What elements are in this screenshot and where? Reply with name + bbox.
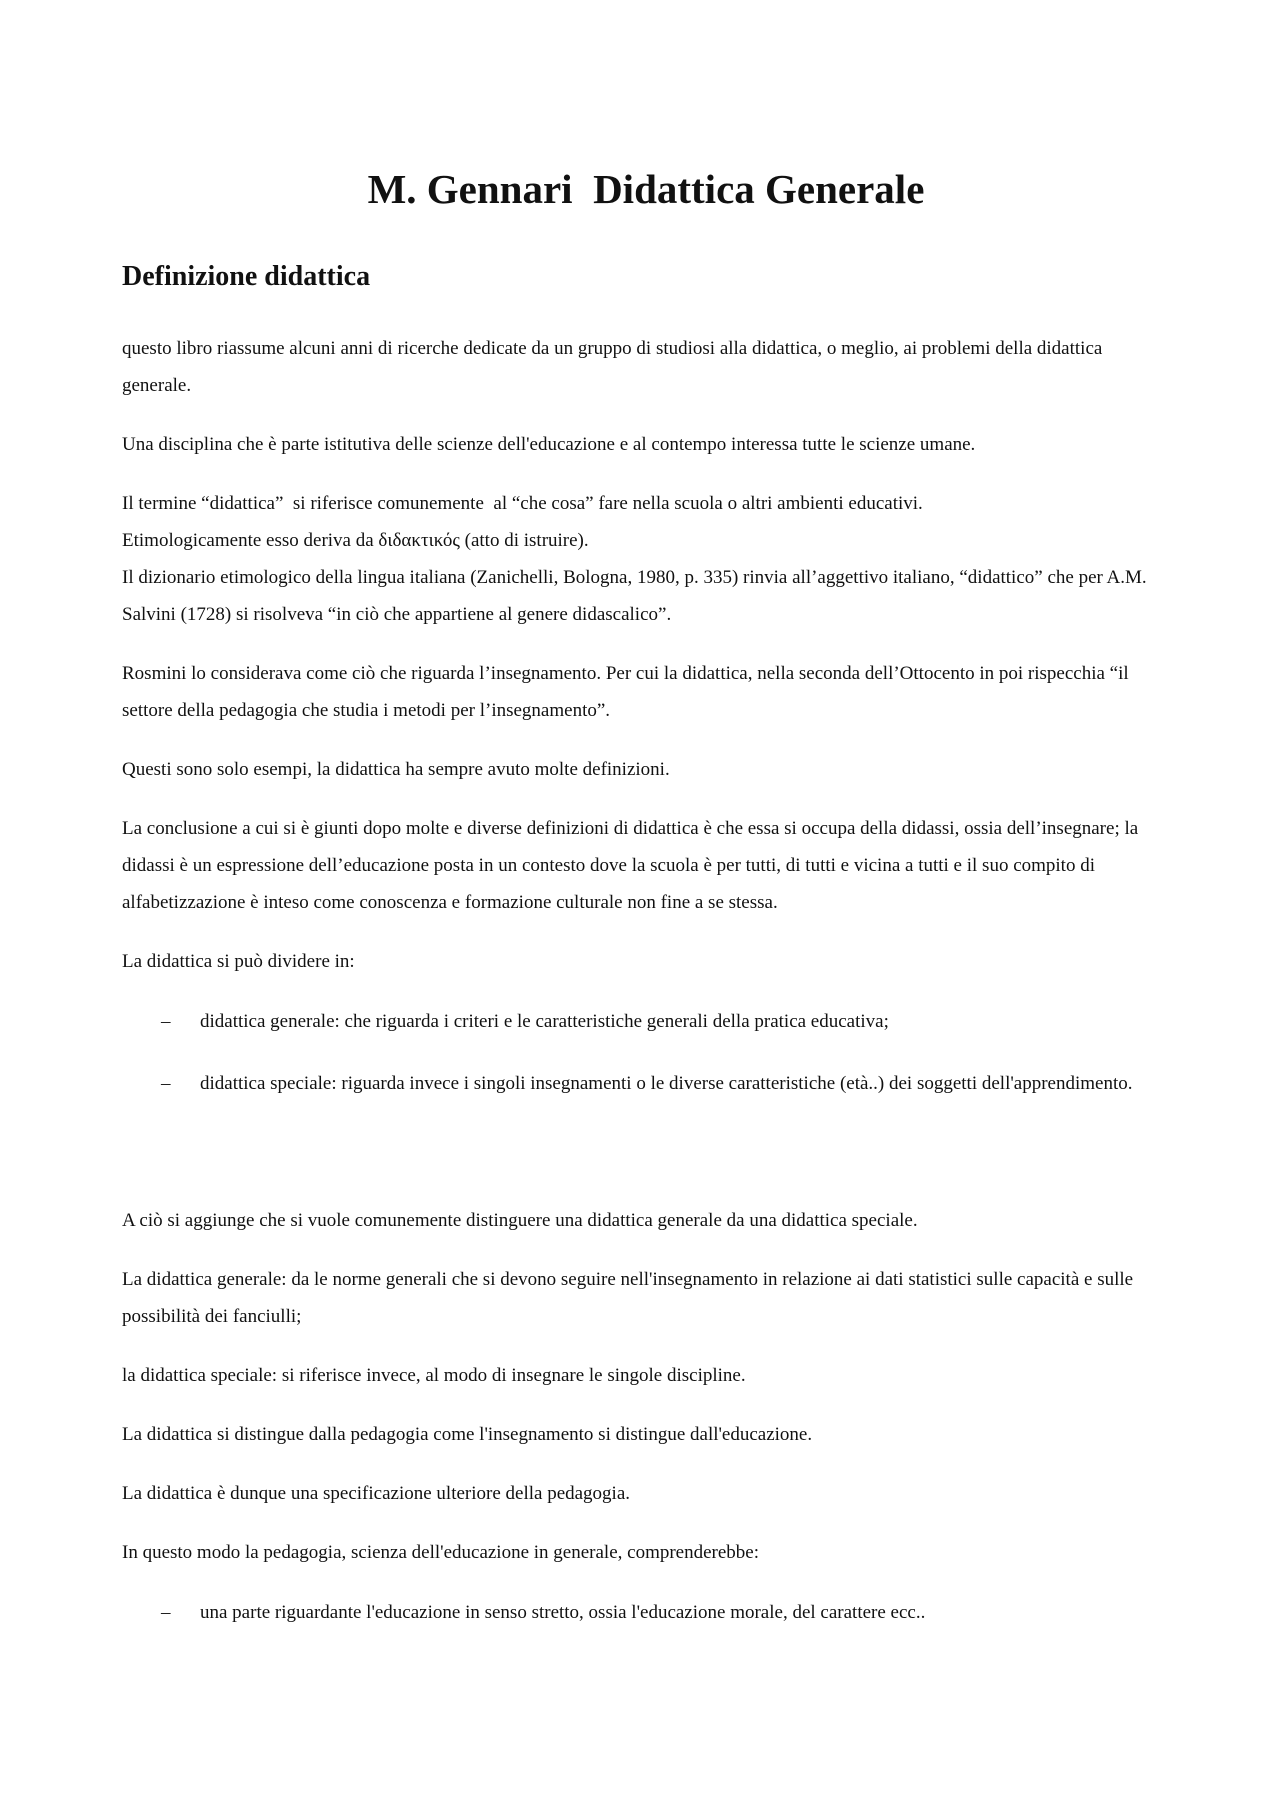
list-item — [122, 1064, 1170, 1104]
blank-space — [122, 1126, 1170, 1202]
paragraph: questo libro riassume alcuni anni di ricerche dedicate da un gruppo di studiosi alla didattica, o meglio, ai problemi della didattica generale. — [122, 338, 1103, 396]
list-item-text: didattica speciale: riguarda invece i singoli insegnamenti o le diverse caratteristiche (età..) dei soggetti dell'apprendimento. — [200, 1073, 1133, 1094]
pedagogy-parts-list — [122, 1593, 1170, 1633]
list-item — [122, 1002, 1170, 1042]
document-title: M. Gennari Didattica Generale — [367, 166, 925, 212]
list-item — [122, 1593, 1170, 1633]
paragraph: La conclusione a cui si è giunti dopo molte e diverse definizioni di didattica è che essa si occupa della didassi, ossia dell’insegnare; la didassi è un espressione dell’educazione posta in un contesto dove la scuola è per tutti, di tutti e vicina a tutti e il suo compito di alfabetizzazione è inteso come conoscenza e formazione culturale non fine a se stessa. — [122, 818, 1139, 913]
paragraph-line: Il termine “didattica” si riferisce comunemente al “che cosa” fare nella scuola o altri ambienti educativi. — [122, 493, 923, 514]
paragraph: La didattica si può dividere in: — [122, 951, 355, 972]
paragraph: Rosmini lo considerava come ciò che riguarda l’insegnamento. Per cui la didattica, nella seconda dell’Ottocento in poi rispecchia “il settore della pedagogia che studia i metodi per l’insegnamento”. — [122, 663, 1129, 721]
list-item-text: didattica generale: che riguarda i criteri e le caratteristiche generali della pratica educativa; — [200, 1011, 889, 1032]
paragraph: Questi sono solo esempi, la didattica ha sempre avuto molte definizioni. — [122, 759, 670, 780]
paragraph-line: Il dizionario etimologico della lingua italiana (Zanichelli, Bologna, 1980, p. 335) rinvia all’aggettivo italiano, “didattico” che per A.M. Salvini (1728) si risolveva “in ciò che appartiene al genere didascalico”. — [122, 567, 1147, 625]
paragraph: A ciò si aggiunge che si vuole comunemente distinguere una didattica generale da una didattica speciale. — [122, 1210, 918, 1231]
dash-bullet: – — [161, 1602, 171, 1623]
paragraph: In questo modo la pedagogia, scienza dell'educazione in generale, comprenderebbe: — [122, 1542, 760, 1563]
section-heading: Definizione didattica — [122, 261, 371, 292]
paragraph: La didattica è dunque una specificazione ulteriore della pedagogia. — [122, 1483, 631, 1504]
dash-bullet: – — [161, 1011, 171, 1032]
dash-bullet: – — [161, 1073, 171, 1094]
list-item-text: una parte riguardante l'educazione in senso stretto, ossia l'educazione morale, del carattere ecc.. — [200, 1602, 926, 1623]
document-body — [122, 330, 1170, 1655]
paragraph-line: Etimologicamente esso deriva da διδακτικός (atto di istruire). — [122, 530, 589, 551]
paragraph: Una disciplina che è parte istitutiva delle scienze dell'educazione e al contempo interessa tutte le scienze umane. — [122, 434, 976, 455]
paragraph: la didattica speciale: si riferisce invece, al modo di insegnare le singole discipline. — [122, 1365, 746, 1386]
paragraph: La didattica si distingue dalla pedagogia come l'insegnamento si distingue dall'educazione. — [122, 1424, 813, 1445]
paragraph-etymology — [122, 485, 1170, 633]
division-list — [122, 1002, 1170, 1104]
paragraph: La didattica generale: da le norme generali che si devono seguire nell'insegnamento in relazione ai dati statistici sulle capacità e sulle possibilità dei fanciulli; — [122, 1269, 1134, 1327]
